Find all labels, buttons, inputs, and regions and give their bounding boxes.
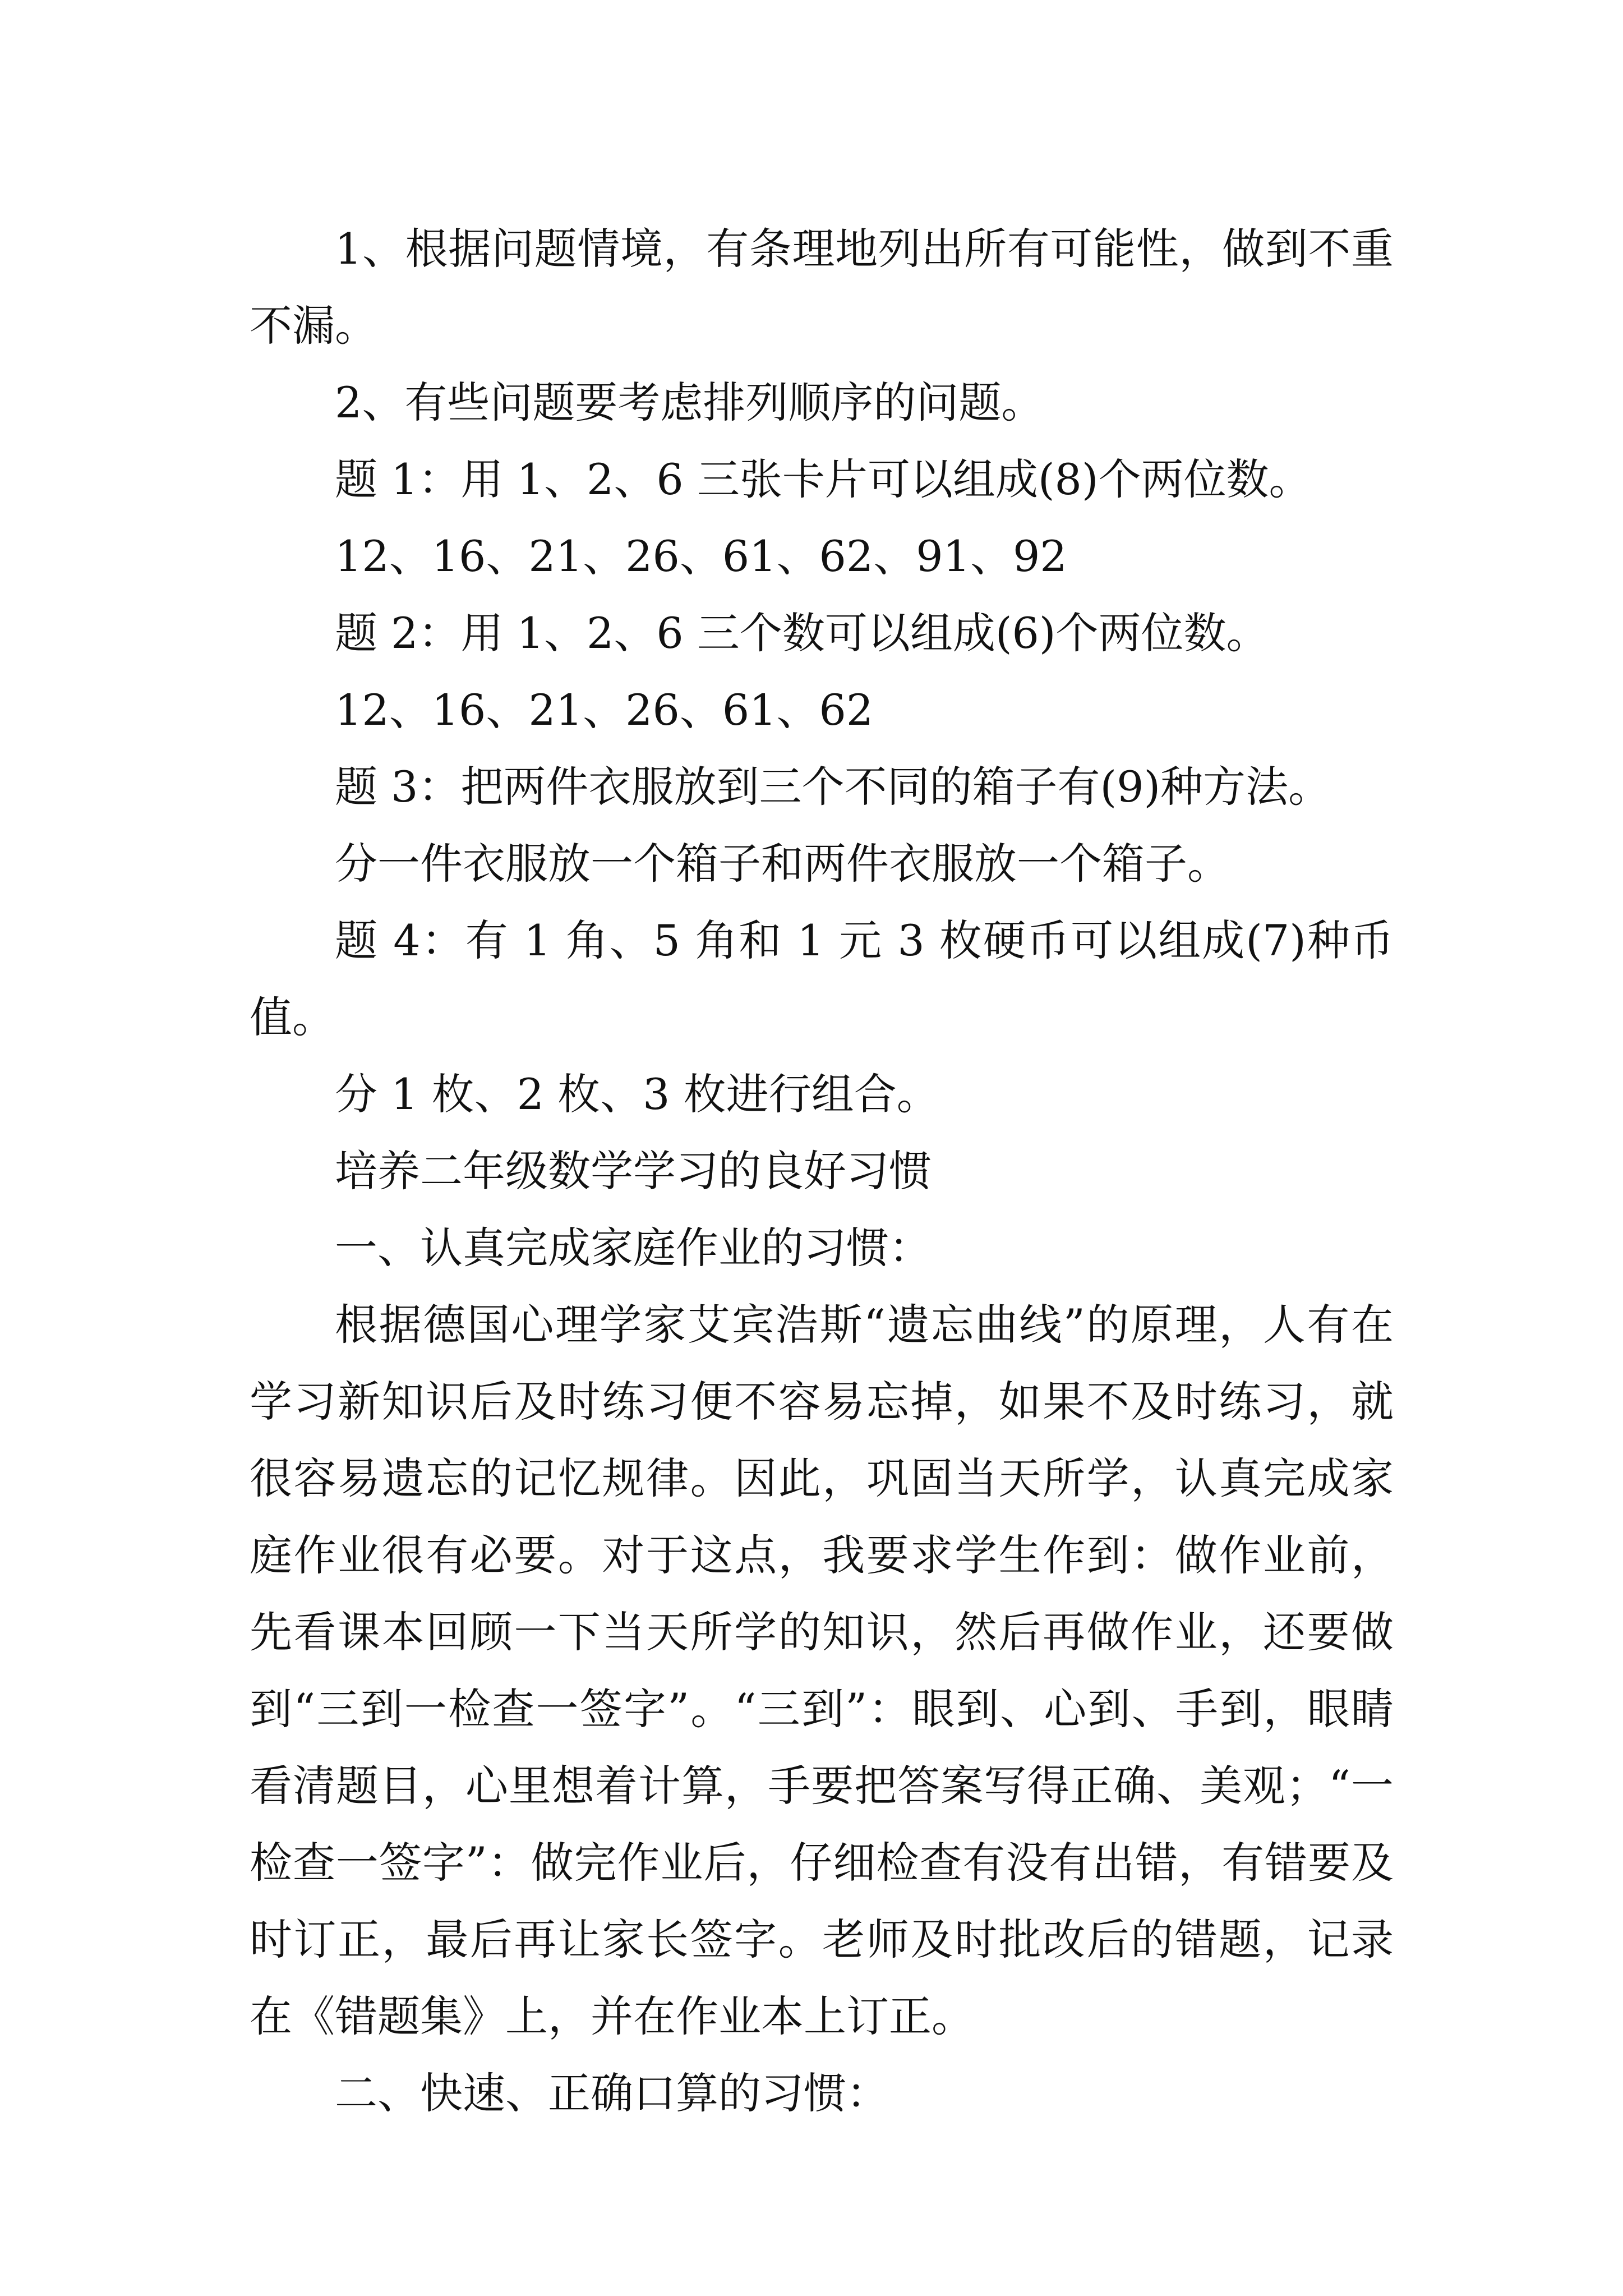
paragraph-question-4: 题 4：有 1 角、5 角和 1 元 3 枚硬币可以组成(7)种币值。 <box>250 915 1394 1042</box>
body-paragraph: 根据德国心理学家艾宾浩斯“遗忘曲线”的原理，人有在学习新知识后及时练习便不容易忘掉，如果不及时练习，就很容易遗忘的记忆规律。因此，巩固当天所学，认真完成家庭作业很有必要。对于这点，我要求学生作到：做作业前，先看课本回顾一下当天所学的知识，然后再做作业，还要做到“三到一检查一签字”。“三到”：眼到、心到、手到，眼睛看清题目，心里想着计算，手要把答案写得正确、美观；“一检查一签字”：做完作业后，仔细检查有没有出错，有错要及时订正，最后再让家长签字。老师及时批改后的错题，记录在《错题集》上，并在作业本上订正。 <box>250 1300 1394 2041</box>
paragraph-answer-2: 12、16、21、26、61、62 <box>335 685 874 735</box>
paragraph-answer-1: 12、16、21、26、61、62、91、92 <box>335 531 1067 581</box>
paragraph-tip-2: 2、有些问题要考虑排列顺序的问题。 <box>335 378 1044 427</box>
paragraph-tip-1: 1、根据问题情境，有条理地列出所有可能性，做到不重不漏。 <box>250 224 1394 351</box>
subsection-heading-1: 一、认真完成家庭作业的习惯： <box>335 1223 932 1273</box>
paragraph-question-2: 题 2：用 1、2、6 三个数可以组成(6)个两位数。 <box>335 608 1269 658</box>
section-title: 培养二年级数学学习的良好习惯 <box>335 1146 932 1196</box>
subsection-heading-2: 二、快速、正确口算的习惯： <box>335 2068 889 2118</box>
paragraph-question-1: 题 1：用 1、2、6 三张卡片可以组成(8)个两位数。 <box>335 454 1312 504</box>
paragraph-answer-4: 分 1 枚、2 枚、3 枚进行组合。 <box>335 1069 939 1119</box>
paragraph-question-3: 题 3：把两件衣服放到三个不同的箱子有(9)种方法。 <box>335 762 1331 812</box>
paragraph-answer-3: 分一件衣服放一个箱子和两件衣服放一个箱子。 <box>335 839 1230 889</box>
document-body <box>250 210 1394 2132</box>
